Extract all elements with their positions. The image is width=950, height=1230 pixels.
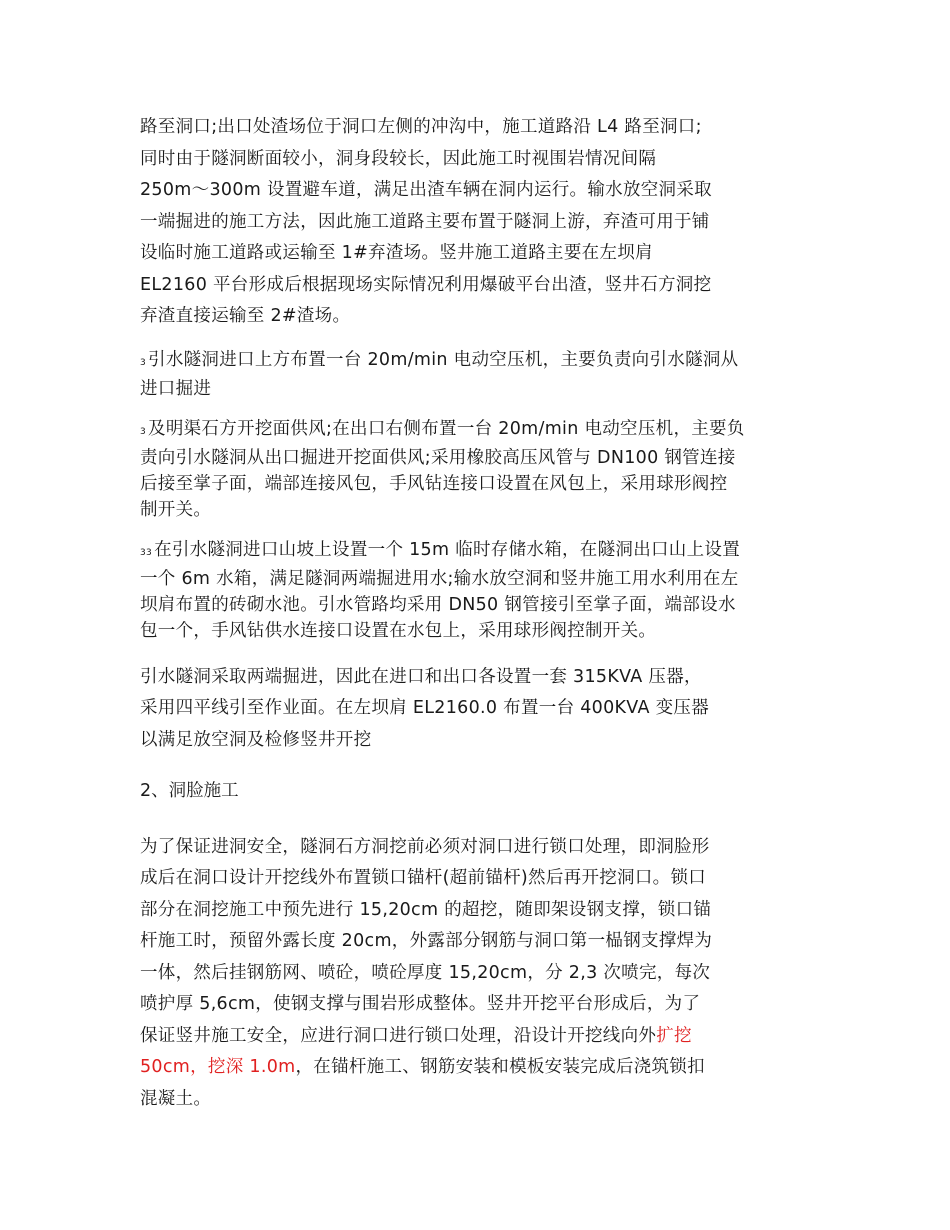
paragraph-water-supply [140, 537, 820, 644]
text-fragment: 在引水隧洞进口山坡上设置一个 15m 临时存储水箱，在隧洞出口山上设置 [154, 539, 741, 560]
text-line: 为了保证进洞安全，隧洞石方洞挖前必须对洞口进行锁口处理，即洞脸形 [140, 836, 710, 857]
text-line [140, 416, 820, 445]
text-line: 一体，然后挂钢筋网、喷砼，喷砼厚度 15,20cm，分 2,3 次喷完，每次 [140, 962, 711, 983]
text-line: 设临时施工道路或运输至 1#弃渣场。竖井施工道路主要在左坝肩 [140, 243, 653, 263]
text-line: 引水隧洞采取两端掘进，因此在进口和出口各设置一套 315KVA 压器， [140, 666, 702, 687]
superscript-marker: 33 [140, 547, 153, 558]
text-line: 一个 6m 水箱，满足隧洞两端掘进用水;输水放空洞和竖井施工用水利用在左 [140, 568, 739, 589]
text-line: 250m～300m 设置避车道，满足出渣车辆在洞内运行。输水放空洞采取 [140, 180, 712, 200]
section-heading: 2、洞脸施工 [140, 781, 239, 801]
text-line: 路至洞口;出口处渣场位于洞口左侧的冲沟中，施工道路沿 L4 路至洞口; [140, 117, 702, 137]
text-fragment: 保证竖井施工安全，应进行洞口进行锁口处理，沿设计开挖线向外 [140, 1025, 657, 1046]
text-line: 坝肩布置的砖砌水池。引水管路均采用 DN50 钢管接引至掌子面，端部设水 [140, 594, 736, 615]
text-fragment: 及明渠石方开挖面供风;在出口右侧布置一台 20m/min 电动空压机，主要负 [148, 418, 745, 439]
paragraph-air-compressor-inlet [140, 347, 820, 402]
text-fragment: ，在锚杆施工、钢筋安装和模板安装完成后浇筑锁扣 [295, 1057, 705, 1077]
text-line [140, 1052, 820, 1084]
highlighted-text: 50cm，挖深 1.0m [140, 1057, 296, 1077]
text-line: 责向引水隧洞从出口掘进开挖面供风;采用橡胶高压风管与 DN100 钢管连接 [140, 447, 736, 468]
superscript-marker: 3 [140, 426, 147, 437]
text-line: 采用四平线引至作业面。在左坝肩 EL2160.0 布置一台 400KVA 变压器 [140, 698, 709, 718]
text-line: 一端掘进的施工方法，因此施工道路主要布置于隧洞上游，弃渣可用于铺 [140, 211, 710, 232]
text-line: 包一个，手风钻供水连接口设置在水包上，采用球形阀控制开关。 [140, 620, 657, 641]
text-line: 同时由于隧洞断面较小，洞身段较长，因此施工时视围岩情况间隔 [140, 148, 657, 169]
text-fragment: 引水隧洞进口上方布置一台 20m/min 电动空压机，主要负责向引水隧洞从 [148, 349, 739, 370]
text-line: 杆施工时，预留外露长度 20cm，外露部分钢筋与洞口第一榀钢支撑焊为 [140, 931, 713, 951]
text-line: 以满足放空洞及检修竖井开挖 [140, 729, 372, 750]
document-page [140, 112, 820, 1127]
text-line: 成后在洞口设计开挖线外布置锁口锚杆(超前锚杆)然后再开挖洞口。锁口 [140, 868, 707, 888]
text-line: 弃渣直接运输至 2#渣场。 [140, 306, 351, 326]
paragraph-power-supply [140, 662, 820, 757]
highlighted-text: 扩挖 [656, 1025, 692, 1046]
text-line [140, 1021, 820, 1053]
paragraph-air-supply [140, 416, 820, 523]
text-line: 制开关。 [140, 499, 212, 520]
superscript-marker: 3 [140, 357, 147, 368]
text-line [140, 347, 820, 376]
text-line: 混凝土。 [140, 1088, 212, 1109]
text-line: 喷护厚 5,6cm，使钢支撑与围岩形成整体。竖井开挖平台形成后，为了 [140, 994, 701, 1014]
text-line [140, 537, 820, 566]
paragraph-portal-construction [140, 832, 820, 1116]
text-line: 部分在洞挖施工中预先进行 15,20cm 的超挖，随即架设钢支撑，锁口锚 [140, 899, 712, 920]
text-line: 进口掘进 [140, 378, 212, 399]
text-line: 后接至掌子面，端部连接风包，手风钻连接口设置在风包上，采用球形阀控 [140, 473, 728, 494]
paragraph-road-layout [140, 112, 820, 333]
text-line: EL2160 平台形成后根据现场实际情况利用爆破平台出渣，竖井石方洞挖 [140, 274, 712, 295]
